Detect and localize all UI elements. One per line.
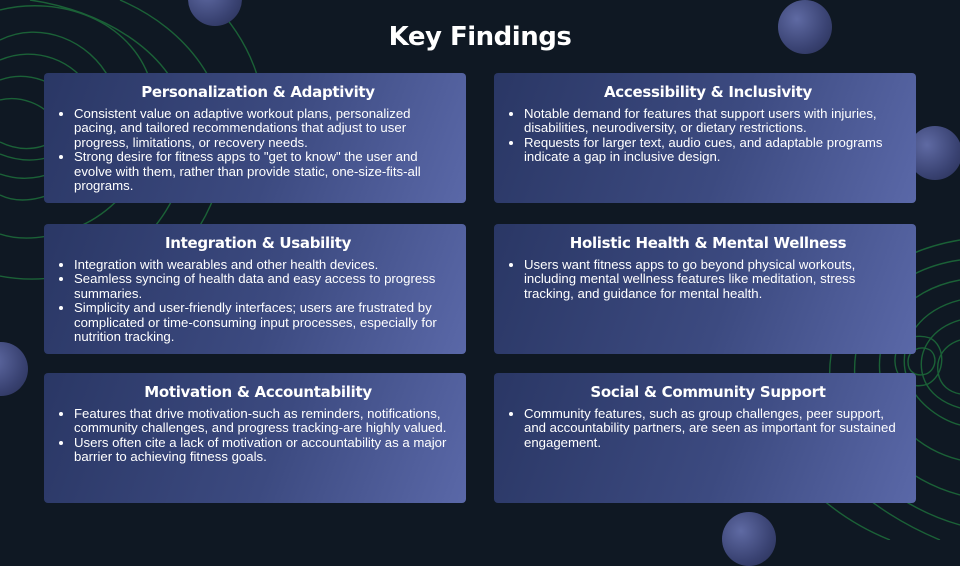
bullet-item: • Notable demand for features that support users with injuries, disabilities, neurodiversity, or dietary restrictions. xyxy=(524,107,906,136)
card-title: Motivation & Accountability xyxy=(144,383,372,401)
card-title: Integration & Usability xyxy=(164,234,352,252)
bullet-item: • Users often cite a lack of motivation or accountability as a major barrier to achieving fitness goals. xyxy=(74,436,456,465)
bullet-item: • Features that drive motivation-such as reminders, notifications, community challenges, and progress tracking-are highly valued. xyxy=(74,407,456,436)
sphere-decoration xyxy=(722,512,776,566)
card-title: Personalization & Adaptivity xyxy=(141,83,375,101)
bullet-list xyxy=(60,407,456,465)
card-title: Social & Community Support xyxy=(590,383,826,401)
bullet-list xyxy=(60,258,456,344)
bullet-item: • Users want fitness apps to go beyond physical workouts, including mental wellness features like meditation, stress tracking, and guidance for mental health. xyxy=(524,258,906,301)
finding-card-social xyxy=(494,373,916,503)
bullet-list xyxy=(510,258,906,301)
finding-card-personalization xyxy=(44,73,466,203)
bullet-item: • Simplicity and user-friendly interfaces; users are frustrated by complicated or time-consuming input processes, especially for nutrition tracking. xyxy=(74,301,456,344)
card-title: Holistic Health & Mental Wellness xyxy=(569,234,847,252)
bullet-item: • Community features, such as group challenges, peer support, and accountability partners, are seen as important for sustained engagement. xyxy=(524,407,906,450)
card-title: Accessibility & Inclusivity xyxy=(603,83,812,101)
finding-card-integration xyxy=(44,224,466,354)
bullet-item: • Seamless syncing of health data and easy access to progress summaries. xyxy=(74,272,456,301)
bullet-list xyxy=(60,107,456,193)
finding-card-accessibility xyxy=(494,73,916,203)
bullet-item: • Integration with wearables and other health devices. xyxy=(74,258,456,272)
bullet-list xyxy=(510,107,906,165)
finding-card-holistic-health xyxy=(494,224,916,354)
bullet-item: • Strong desire for fitness apps to "get to know" the user and evolve with them, rather than provide static, one-size-fits-all programs. xyxy=(74,150,456,193)
bullet-item: • Consistent value on adaptive workout plans, personalized pacing, and tailored recommendations that adjust to user progress, limitations, or recovery needs. xyxy=(74,107,456,150)
bullet-item: • Requests for larger text, audio cues, and adaptable programs indicate a gap in inclusive design. xyxy=(524,136,906,165)
bullet-list xyxy=(510,407,906,450)
finding-card-motivation xyxy=(44,373,466,503)
page-title: Key Findings xyxy=(388,22,572,52)
